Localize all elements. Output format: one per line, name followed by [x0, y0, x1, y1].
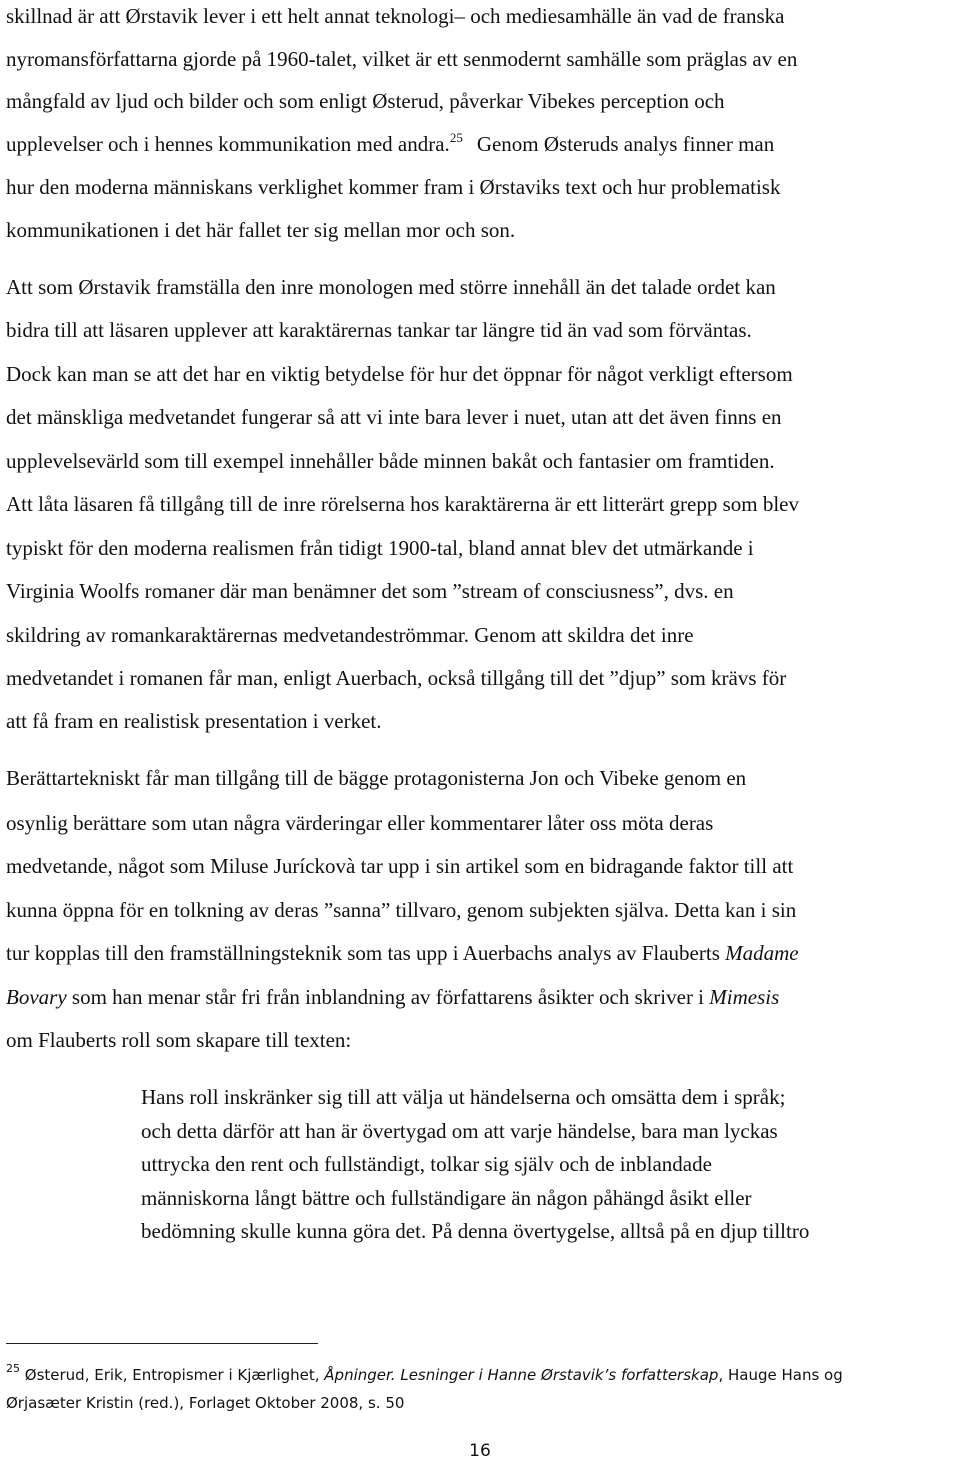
footnote-text: , Hauge Hans og [718, 1366, 843, 1384]
body-line: kunna öppna för en tolkning av deras ”sanna” tillvaro, genom subjekten själva. Detta kan i sin [6, 898, 797, 922]
body-line: mångfald av ljud och bilder och som enligt Østerud, påverkar Vibekes perception och [6, 89, 725, 113]
italic-title: Bovary [6, 985, 67, 1009]
block-quote-line: människorna långt bättre och fullständigare än någon påhängd åsikt eller [141, 1186, 752, 1210]
body-text: tur kopplas till den framställningsteknik som tas upp i Auerbachs analys av Flauberts [6, 941, 720, 965]
footnote-separator [6, 1343, 318, 1344]
body-text: Genom Østeruds analys finner man [476, 132, 775, 156]
italic-title: Mimesis [709, 985, 780, 1009]
body-line: att få fram en realistisk presentation i verket. [6, 709, 382, 733]
footnote-line [6, 1362, 843, 1384]
italic-title: Madame [725, 941, 799, 965]
body-line: Att som Ørstavik framställa den inre monologen med större innehåll än det talade ordet kan [6, 275, 776, 299]
body-line: nyromansförfattarna gjorde på 1960-talet, vilket är ett senmodernt samhälle som präglas av en [6, 47, 798, 71]
page-number: 16 [469, 1441, 491, 1461]
body-line: kommunikationen i det här fallet ter sig mellan mor och son. [6, 218, 516, 242]
body-line: upplevelsevärld som till exempel innehåller både minnen bakåt och fantasier om framtiden. [6, 449, 775, 473]
body-line: medvetande, något som Miluse Juríckovà tar upp i sin artikel som en bidragande faktor till att [6, 854, 794, 878]
body-line [6, 987, 779, 1008]
body-line: bidra till att läsaren upplever att karaktärernas tankar tar längre tid än vad som förväntas. [6, 318, 752, 342]
body-line: typiskt för den moderna realismen från tidigt 1900-tal, bland annat blev det utmärkande i [6, 536, 754, 560]
body-line: Berättartekniskt får man tillgång till de bägge protagonisterna Jon och Vibeke genom en [6, 766, 747, 790]
body-line: Att låta läsaren få tillgång till de inre rörelserna hos karaktärerna är ett litterärt grepp som blev [6, 492, 800, 516]
body-line: Dock kan man se att det har en viktig betydelse för hur det öppnar för något verkligt eftersom [6, 362, 793, 386]
body-line: hur den moderna människans verklighet kommer fram i Ørstaviks text och hur problematisk [6, 175, 781, 199]
block-quote-line: bedömning skulle kunna göra det. På denna övertygelse, alltså på en djup tilltro [141, 1219, 810, 1243]
footnote-reference: 25 [449, 130, 463, 145]
footnote-title: Åpninger. Lesninger i Hanne Ørstavik’s forfatterskap [324, 1366, 719, 1384]
body-line: skildring av romankaraktärernas medvetandeströmmar. Genom att skildra det inre [6, 623, 694, 647]
body-line: medvetandet i romanen får man, enligt Auerbach, också tillgång till det ”djup” som krävs för [6, 666, 787, 690]
body-line: skillnad är att Ørstavik lever i ett helt annat teknologi– och mediesamhälle än vad de franska [6, 4, 785, 28]
body-line [6, 943, 799, 964]
footnote-text: Østerud, Erik, Entropismer i Kjærlighet, [24, 1366, 320, 1384]
block-quote-line: uttrycka den rent och fullständigt, tolkar sig själv och de inblandade [141, 1152, 712, 1176]
footnote-number: 25 [6, 1362, 20, 1375]
body-text: upplevelser och i hennes kommunikation med andra. [6, 132, 450, 156]
body-line: det mänskliga medvetandet fungerar så att vi inte bara lever i nuet, utan att det även finns en [6, 405, 782, 429]
body-line: om Flauberts roll som skapare till texten: [6, 1028, 352, 1052]
block-quote-line: Hans roll inskränker sig till att välja ut händelserna och omsätta dem i språk; [141, 1085, 786, 1109]
body-line: Virginia Woolfs romaner där man benämner det som ”stream of consciusness”, dvs. en [6, 579, 734, 603]
body-line: osynlig berättare som utan några värderingar eller kommentarer låter oss möta deras [6, 811, 714, 835]
footnote-line: Ørjasæter Kristin (red.), Forlaget Oktober 2008, s. 50 [6, 1394, 405, 1412]
body-text: som han menar står fri från inblandning av författarens åsikter och skriver i [71, 985, 705, 1009]
block-quote-line: och detta därför att han är övertygad om att varje händelse, bara man lyckas [141, 1119, 778, 1143]
body-line [6, 130, 775, 156]
